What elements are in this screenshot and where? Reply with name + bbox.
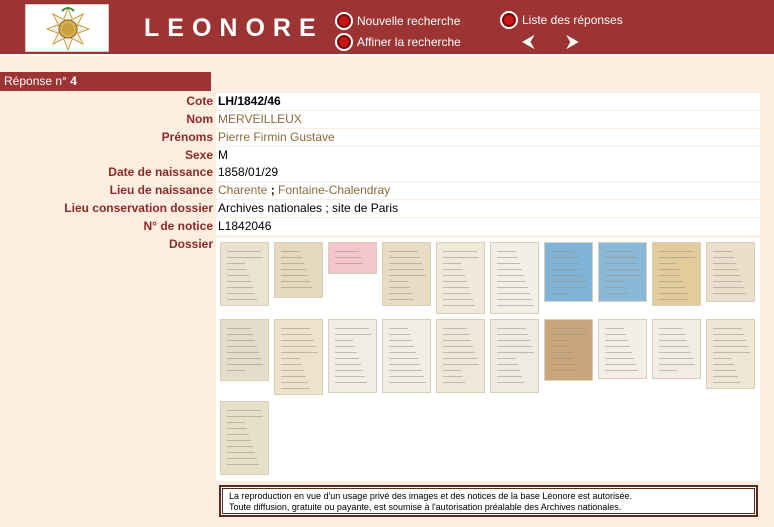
field-lieu-naissance xyxy=(0,182,760,199)
legal-notice-line2: Toute diffusion, gratuite ou payante, est soumise à l'autorisation préalable des Archives nationales. xyxy=(229,502,622,512)
legion-honneur-logo[interactable] xyxy=(25,4,109,52)
dossier-page-thumbnail[interactable] xyxy=(220,242,269,306)
dossier-page-thumbnail[interactable] xyxy=(544,242,593,302)
notice-label: N° de notice xyxy=(143,219,213,233)
dossier-page-thumbnail[interactable] xyxy=(328,242,377,274)
dossier-page-thumbnail[interactable] xyxy=(328,319,377,393)
response-number: 4 xyxy=(70,74,77,88)
previous-arrow-icon[interactable]: ⮜ xyxy=(522,31,535,51)
commune-link[interactable]: Fontaine-Chalendray xyxy=(278,183,391,197)
results-list-label: Liste des réponses xyxy=(522,13,623,27)
date-naissance-label: Date de naissance xyxy=(108,165,213,179)
dossier-page-thumbnail[interactable] xyxy=(706,242,755,302)
dossier-page-thumbnail[interactable] xyxy=(436,242,485,314)
sexe-value: M xyxy=(216,147,760,164)
dossier-page-thumbnail[interactable] xyxy=(652,242,701,306)
separator: ; xyxy=(267,183,279,197)
record-icon xyxy=(335,33,353,51)
sexe-label: Sexe xyxy=(184,148,213,162)
lieu-naissance-value xyxy=(216,182,760,199)
dossier-page-thumbnail[interactable] xyxy=(652,319,701,379)
nom-value: MERVEILLEUX xyxy=(216,111,760,128)
response-label: Réponse n° xyxy=(4,74,67,88)
record-icon xyxy=(500,11,518,29)
dossier-thumbnails xyxy=(216,238,760,481)
field-date-naissance xyxy=(0,164,760,181)
dossier-label: Dossier xyxy=(168,237,213,251)
field-lieu-conservation xyxy=(0,200,760,217)
lieu-naissance-label: Lieu de naissance xyxy=(109,183,213,197)
dossier-page-thumbnail[interactable] xyxy=(706,319,755,389)
dossier-page-thumbnail[interactable] xyxy=(436,319,485,393)
dossier-page-thumbnail[interactable] xyxy=(382,242,431,306)
refine-search-button[interactable] xyxy=(335,33,461,51)
header-bar xyxy=(0,0,774,56)
dossier-page-thumbnail[interactable] xyxy=(274,319,323,395)
legal-notice xyxy=(219,485,758,517)
refine-search-label: Affiner la recherche xyxy=(357,35,461,49)
response-number-bar xyxy=(0,72,211,91)
app-title: LEONORE xyxy=(144,14,324,42)
field-cote xyxy=(0,93,760,110)
dossier-page-thumbnail[interactable] xyxy=(490,319,539,393)
legal-notice-line1: La reproduction en vue d'un usage privé des images et des notices de la base Léonore est autorisée. xyxy=(229,491,632,501)
dossier-page-thumbnail[interactable] xyxy=(220,319,269,381)
field-notice xyxy=(0,218,760,235)
dossier-page-thumbnail[interactable] xyxy=(544,319,593,381)
field-prenoms xyxy=(0,129,760,146)
lieu-conservation-label: Lieu conservation dossier xyxy=(64,201,213,215)
dossier-page-thumbnail[interactable] xyxy=(490,242,539,314)
results-list-button[interactable] xyxy=(500,11,623,29)
date-naissance-value: 1858/01/29 xyxy=(216,164,760,181)
cote-label: Cote xyxy=(186,94,213,108)
notice-value: L1842046 xyxy=(216,218,760,235)
new-search-label: Nouvelle recherche xyxy=(357,14,461,28)
prenoms-value: Pierre Firmin Gustave xyxy=(216,129,760,146)
legion-honneur-cross-icon xyxy=(26,5,110,53)
record-icon xyxy=(335,12,353,30)
field-sexe xyxy=(0,147,760,164)
next-arrow-icon[interactable]: ⮞ xyxy=(566,31,580,51)
cote-value: LH/1842/46 xyxy=(216,93,760,110)
new-search-button[interactable] xyxy=(335,12,460,30)
dossier-page-thumbnail[interactable] xyxy=(274,242,323,298)
prenoms-label: Prénoms xyxy=(161,130,213,144)
dossier-page-thumbnail[interactable] xyxy=(598,242,647,302)
departement-link[interactable]: Charente xyxy=(218,183,268,197)
nom-label: Nom xyxy=(186,112,213,126)
lieu-conservation-value: Archives nationales ; site de Paris xyxy=(216,200,760,217)
dossier-page-thumbnail[interactable] xyxy=(382,319,431,393)
field-nom xyxy=(0,111,760,128)
dossier-page-thumbnail[interactable] xyxy=(220,401,269,475)
dossier-page-thumbnail[interactable] xyxy=(598,319,647,379)
